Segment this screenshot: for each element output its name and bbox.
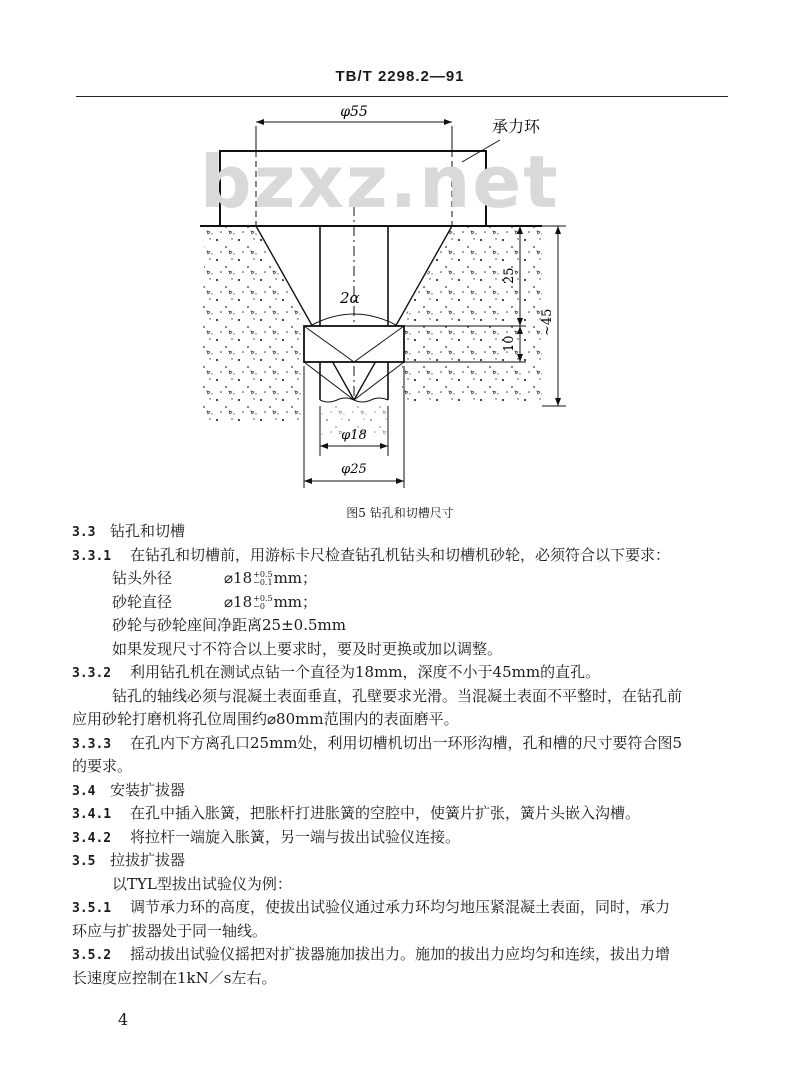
section-3-5-2-cont: 长速度应控制在1kN／s左右。 — [72, 968, 277, 987]
page-number: 4 — [118, 1010, 129, 1029]
spec-wheel-diameter: 砂轮直径 ⌀18 +0.5 −0 mm； — [112, 592, 318, 611]
dim-45-label: ~45 — [540, 308, 555, 336]
section-3-3-3: 3.3.3 在孔内下方离孔口25mm处，利用切槽机切出一环形沟槽，孔和槽的尺寸要符合图5 — [72, 733, 683, 752]
figure-5-drawing — [170, 96, 600, 500]
section-3-4-1: 3.4.1 在孔中插入胀簧，把胀杆打进胀簧的空腔中，使簧片扩张，簧片头嵌入沟槽。 — [72, 804, 641, 822]
groove — [304, 326, 404, 362]
section-3-4: 3.4 安装扩拔器 — [72, 780, 186, 799]
if-found-text: 如果发现尺寸不符合以上要求时，要及时更换或加以调整。 — [112, 639, 503, 658]
concrete-right — [402, 226, 542, 406]
section-3-5-1-cont: 环应与扩拔器处于同一轴线。 — [72, 921, 268, 940]
ring-label: 承力环 — [492, 117, 541, 136]
spec-spacing: 砂轮与砂轮座间净距离25±0.5mm — [112, 616, 346, 634]
body-text — [72, 520, 732, 990]
section-3-3-2-para: 钻孔的轴线必须与混凝土表面垂直，孔壁要求光滑。当混凝土表面不平整时，在钻孔前 — [112, 686, 683, 705]
spec-drill-diameter: 钻头外径 ⌀18 +0.5 −0.1 mm； — [112, 569, 318, 587]
section-3-5: 3.5 拉拔扩拔器 — [72, 851, 186, 869]
figure-caption: 图5 钻孔和切槽尺寸 — [346, 506, 454, 520]
dim-ring-label: φ55 — [340, 104, 368, 120]
section-3-5-1: 3.5.1 调节承力环的高度，使拔出试验仪通过承力环均匀地压紧混凝土表面，同时，承力 — [72, 898, 671, 916]
section-3-5-para: 以TYL型拔出试验仪为例： — [112, 874, 292, 893]
dim-10-label: 10 — [502, 335, 517, 352]
section-3-3-2-para-cont: 应用砂轮打磨机将孔位周围约⌀80mm范围内的表面磨平。 — [72, 710, 459, 728]
bearing-ring — [220, 151, 486, 226]
section-3-3-1: 3.3.1 在钻孔和切槽前，用游标卡尺检查钻孔机钻头和切槽机砂轮，必须符合以下要求： — [72, 545, 671, 564]
section-3-3-3-cont: 的要求。 — [72, 757, 133, 775]
watermark: bzxz.net — [200, 140, 560, 224]
dim-25-label: 25 — [502, 267, 517, 284]
concrete-left — [200, 226, 304, 426]
section-3-5-2: 3.5.2 摇动拔出试验仪摇把对扩拔器施加拔出力。施加的拔出力应均匀和连续，拔出力增 — [72, 945, 671, 963]
section-3-4-2: 3.4.2 将拉杆一端旋入胀簧，另一端与拔出试验仪连接。 — [72, 827, 461, 846]
angle-label: 2α — [340, 289, 360, 307]
dim-hole-label: φ18 — [341, 428, 367, 443]
dim-groove-label: φ25 — [341, 462, 367, 477]
standard-number: TB/T 2298.2—91 — [335, 68, 465, 85]
section-3-3-2: 3.3.2 利用钻孔机在测试点钻一个直径为18mm，深度不小于45mm的直孔。 — [72, 663, 601, 681]
section-3-3: 3.3 钻孔和切槽 — [72, 522, 186, 540]
